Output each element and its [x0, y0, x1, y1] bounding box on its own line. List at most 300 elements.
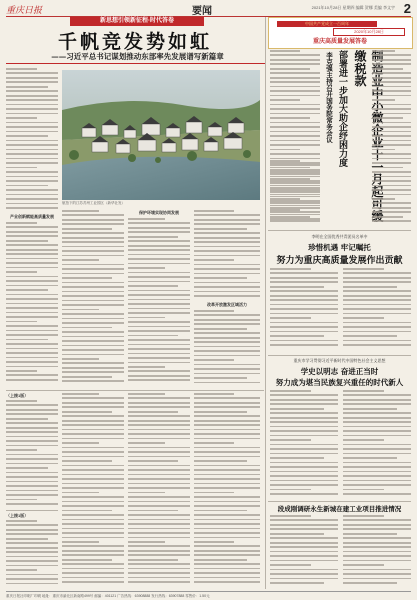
text-line [128, 366, 165, 368]
text-line [270, 537, 338, 539]
text-line [6, 366, 58, 368]
text-line [270, 169, 320, 171]
text-line [372, 113, 411, 115]
text-line [194, 314, 260, 316]
text-line [6, 90, 58, 92]
text-line [62, 345, 124, 347]
text-line [6, 108, 58, 110]
text-line [194, 505, 260, 507]
text-line [128, 370, 190, 372]
divider [268, 501, 411, 502]
text-line [372, 220, 411, 222]
text-line [6, 583, 58, 585]
text-line [62, 250, 124, 252]
text-line [62, 563, 124, 565]
text-line [343, 489, 384, 491]
text-line [270, 489, 311, 491]
text-line [270, 475, 338, 477]
text-line [343, 457, 397, 459]
text-line [6, 253, 58, 255]
text-line [343, 555, 411, 557]
text-line [270, 480, 338, 482]
text-line [270, 54, 320, 56]
text-line [6, 140, 58, 142]
text-line [62, 349, 124, 351]
text-line [128, 505, 190, 507]
text-column-r8 [343, 515, 411, 588]
text-line [343, 444, 411, 446]
text-line [6, 339, 48, 341]
text-line [62, 501, 124, 503]
text-line [270, 317, 311, 319]
text-line [343, 399, 411, 401]
text-line [62, 406, 124, 408]
text-line [343, 546, 411, 548]
text-line [6, 280, 58, 282]
text-line [194, 469, 260, 471]
text-line [62, 313, 124, 315]
text-line [194, 255, 260, 257]
text-line [6, 267, 58, 269]
text-line [194, 210, 234, 212]
text-line [343, 340, 411, 342]
text-line [6, 303, 58, 305]
text-column-h [128, 393, 190, 588]
text-line [343, 390, 384, 392]
text-line [128, 541, 165, 543]
text-line [62, 371, 124, 373]
text-line [194, 368, 260, 370]
text-line [128, 276, 190, 278]
text-line [62, 241, 124, 243]
text-line [270, 214, 320, 216]
text-line [372, 194, 411, 196]
text-line [62, 304, 124, 306]
text-line [128, 447, 190, 449]
text-line [6, 271, 37, 273]
text-line [194, 295, 260, 297]
text-line [270, 421, 338, 423]
text-line [62, 286, 124, 288]
text-line [128, 460, 178, 462]
text-line [6, 298, 58, 300]
text-line [6, 231, 58, 233]
text-line [372, 180, 411, 182]
text-line [128, 537, 190, 539]
text-line [270, 453, 338, 455]
text-line [6, 289, 48, 291]
text-column-b [62, 210, 124, 387]
text-line [194, 268, 260, 270]
text-line [62, 322, 124, 324]
text-line [128, 554, 190, 556]
text-line [62, 273, 124, 275]
text-line [343, 344, 411, 346]
text-line [194, 415, 260, 417]
text-line [372, 158, 411, 160]
text-line [343, 439, 384, 441]
text-line [6, 431, 58, 433]
text-line [128, 550, 190, 552]
right-mid-subtitle: 珍惜机遇 牢记嘱托 [308, 243, 371, 252]
text-line [270, 331, 338, 333]
divider [268, 355, 411, 356]
text-line [6, 578, 58, 580]
text-line [194, 241, 260, 243]
text-column-g [62, 393, 124, 588]
text-line [343, 475, 411, 477]
text-line [6, 207, 58, 209]
text-line [372, 81, 411, 83]
text-column-f [6, 520, 58, 588]
text-line [6, 189, 58, 191]
text-line [6, 449, 37, 451]
text-line [6, 538, 48, 540]
text-line [372, 202, 411, 204]
text-line [270, 430, 338, 432]
text-line [270, 113, 320, 115]
text-line [270, 313, 338, 315]
text-line [62, 465, 124, 467]
text-line [372, 131, 411, 133]
text-line [270, 308, 338, 310]
text-column-r3 [270, 268, 338, 352]
text-line [270, 578, 338, 580]
text-line [62, 393, 99, 395]
text-line [194, 337, 260, 339]
text-line [270, 59, 320, 61]
text-column-d2 [194, 310, 260, 387]
text-line [128, 581, 190, 583]
text-line [6, 542, 58, 544]
text-line [128, 568, 190, 570]
text-line [270, 493, 338, 495]
text-line [270, 555, 338, 557]
text-line [270, 117, 310, 119]
text-line [270, 99, 300, 101]
text-line [372, 162, 411, 164]
text-line [6, 520, 37, 522]
text-line [343, 462, 411, 464]
right-low-intro: 重庆市学习贯彻习近平新时代中国特色社会主义思想 [293, 358, 386, 363]
text-line [128, 563, 190, 565]
text-line [270, 153, 320, 155]
section-subhead-2: 保护环境实现协同发展 [139, 210, 179, 215]
text-line [128, 420, 190, 422]
text-line [270, 277, 338, 279]
text-line [128, 267, 165, 269]
text-line [194, 537, 260, 539]
text-line [372, 54, 411, 56]
text-line [62, 438, 124, 440]
text-line [270, 524, 338, 526]
text-line [270, 466, 338, 468]
text-line [6, 149, 58, 151]
text-line [6, 244, 58, 246]
text-line [128, 344, 190, 346]
text-line [194, 214, 260, 216]
text-line [128, 362, 190, 364]
text-line [62, 487, 124, 489]
text-line [6, 524, 58, 526]
text-column-r5 [270, 390, 338, 498]
text-line [6, 68, 37, 70]
text-line [372, 77, 411, 79]
text-line [270, 178, 310, 180]
text-line [6, 226, 58, 228]
text-line [372, 153, 411, 155]
text-line [6, 413, 58, 415]
text-line [270, 290, 338, 292]
text-line [62, 259, 99, 261]
text-line [343, 578, 411, 580]
text-column-i [194, 393, 260, 588]
text-line [128, 415, 190, 417]
divider [268, 230, 411, 231]
text-line [6, 185, 48, 187]
text-line [343, 290, 411, 292]
lead-kicker: 新思想引领新征程·时代答卷 [70, 17, 204, 26]
text-line [270, 326, 338, 328]
text-line [270, 344, 338, 346]
right-headline-main: 制造业中小微企业十一月起可缓缴税款 [353, 50, 384, 223]
text-line [128, 397, 190, 399]
text-line [270, 182, 320, 184]
text-line [6, 153, 58, 155]
text-line [62, 264, 124, 266]
text-line [343, 582, 397, 584]
text-line [62, 228, 112, 230]
text-line [343, 304, 411, 306]
text-line [128, 240, 190, 242]
text-line [372, 185, 411, 187]
text-line [270, 435, 338, 437]
text-line [6, 176, 58, 178]
right-mid-headline: 努力为重庆高质量发展作出贡献 [276, 256, 403, 266]
text-line [128, 245, 190, 247]
text-line [270, 573, 338, 575]
text-line [62, 451, 124, 453]
text-line [62, 214, 124, 216]
text-line [128, 231, 190, 233]
text-line [194, 250, 260, 252]
text-line [128, 330, 190, 332]
text-line [62, 581, 124, 583]
text-line [194, 532, 260, 534]
text-line [343, 394, 411, 396]
text-line [128, 487, 190, 489]
text-line [128, 236, 178, 238]
text-line [194, 510, 247, 512]
text-line [62, 478, 124, 480]
text-line [62, 554, 124, 556]
text-line [270, 209, 300, 211]
text-line [372, 167, 403, 169]
text-line [128, 545, 190, 547]
text-line [6, 194, 58, 196]
text-line [128, 312, 190, 314]
text-line [62, 433, 124, 435]
text-line [194, 232, 260, 234]
text-line [194, 523, 260, 525]
text-line [194, 501, 260, 503]
text-line [6, 294, 58, 296]
text-line [62, 415, 124, 417]
text-line [194, 319, 260, 321]
text-line [128, 451, 190, 453]
text-line [128, 483, 190, 485]
text-line [343, 573, 411, 575]
text-line [128, 442, 165, 444]
text-line [62, 223, 124, 225]
right-headline-small: 李克强主持召开国务院常务会议 [325, 52, 333, 143]
text-line [372, 63, 411, 65]
text-line [62, 331, 124, 333]
text-line [194, 483, 260, 485]
text-line [194, 545, 260, 547]
text-line [128, 281, 190, 283]
text-line [270, 144, 320, 146]
text-line [194, 277, 247, 279]
text-line [194, 328, 247, 330]
text-line [343, 313, 411, 315]
divider [6, 390, 264, 391]
text-line [62, 367, 124, 369]
text-line [372, 144, 411, 146]
text-line [270, 295, 338, 297]
text-line [62, 255, 124, 257]
text-line [62, 327, 112, 329]
text-line [6, 472, 58, 474]
text-line [62, 291, 124, 293]
text-line [62, 559, 112, 561]
text-line [343, 268, 384, 270]
text-line [270, 399, 338, 401]
text-line [270, 519, 338, 521]
text-line [194, 355, 260, 357]
text-line [128, 519, 190, 521]
text-line [194, 223, 260, 225]
text-line [372, 117, 403, 119]
text-line [270, 158, 320, 160]
text-line [128, 249, 190, 251]
text-line [372, 140, 411, 142]
text-line [128, 375, 190, 377]
text-line [128, 299, 190, 301]
text-line [128, 339, 190, 341]
text-line [270, 542, 338, 544]
text-line [6, 158, 58, 160]
text-line [372, 99, 395, 101]
text-line [62, 514, 124, 516]
text-line [194, 420, 260, 422]
text-line [6, 86, 48, 88]
text-line [372, 216, 403, 218]
box1-title: （上接1版） [6, 393, 29, 398]
text-line [6, 418, 48, 420]
text-line [194, 359, 234, 361]
text-line [6, 551, 58, 553]
text-line [128, 478, 190, 480]
text-line [270, 286, 324, 288]
text-line [270, 272, 338, 274]
masthead-meta: 2021年10月28日 星期四 编辑 贺娜 美编 李文宇 [311, 5, 395, 10]
lead-rule [6, 63, 266, 64]
text-line [6, 81, 58, 83]
text-line [62, 442, 99, 444]
text-line [343, 421, 411, 423]
text-line [6, 374, 58, 376]
text-line [270, 164, 320, 166]
text-line [270, 412, 338, 414]
banner-title: 重庆高质量发展答卷 [312, 38, 367, 45]
text-line [270, 68, 310, 70]
text-line [194, 487, 260, 489]
text-line [62, 397, 124, 399]
text-line [62, 545, 124, 547]
text-line [194, 559, 247, 561]
text-line [6, 348, 58, 350]
text-column-a2 [6, 222, 58, 387]
text-line [128, 438, 190, 440]
text-line [194, 442, 234, 444]
text-line [270, 72, 320, 74]
text-line [343, 412, 411, 414]
text-line [194, 429, 260, 431]
text-line [270, 191, 320, 193]
text-line [128, 496, 190, 498]
text-line [372, 86, 411, 88]
text-line [6, 556, 58, 558]
text-line [128, 218, 165, 220]
text-line [194, 438, 260, 440]
text-line [62, 358, 99, 360]
text-line [62, 572, 124, 574]
text-line [270, 569, 338, 571]
text-line [128, 406, 190, 408]
text-line [194, 323, 260, 325]
text-line [270, 457, 324, 459]
text-line [343, 435, 411, 437]
text-line [128, 492, 165, 494]
text-line [6, 240, 48, 242]
text-line [6, 422, 58, 424]
text-line [62, 402, 124, 404]
text-line [6, 445, 58, 447]
text-line [194, 528, 260, 530]
text-line [194, 460, 247, 462]
text-line [194, 433, 260, 435]
text-line [128, 501, 190, 503]
text-line [6, 95, 58, 97]
text-line [62, 424, 124, 426]
text-line [6, 463, 58, 465]
text-line [343, 322, 411, 324]
text-line [194, 377, 247, 379]
text-column-r4 [343, 268, 411, 352]
text-line [194, 568, 260, 570]
text-line [343, 295, 411, 297]
text-line [270, 340, 338, 342]
text-line [62, 340, 124, 342]
text-line [194, 259, 234, 261]
text-line [6, 440, 58, 442]
text-line [194, 577, 260, 579]
text-line [372, 90, 411, 92]
text-line [62, 447, 124, 449]
text-line [6, 400, 37, 402]
text-line [343, 331, 411, 333]
